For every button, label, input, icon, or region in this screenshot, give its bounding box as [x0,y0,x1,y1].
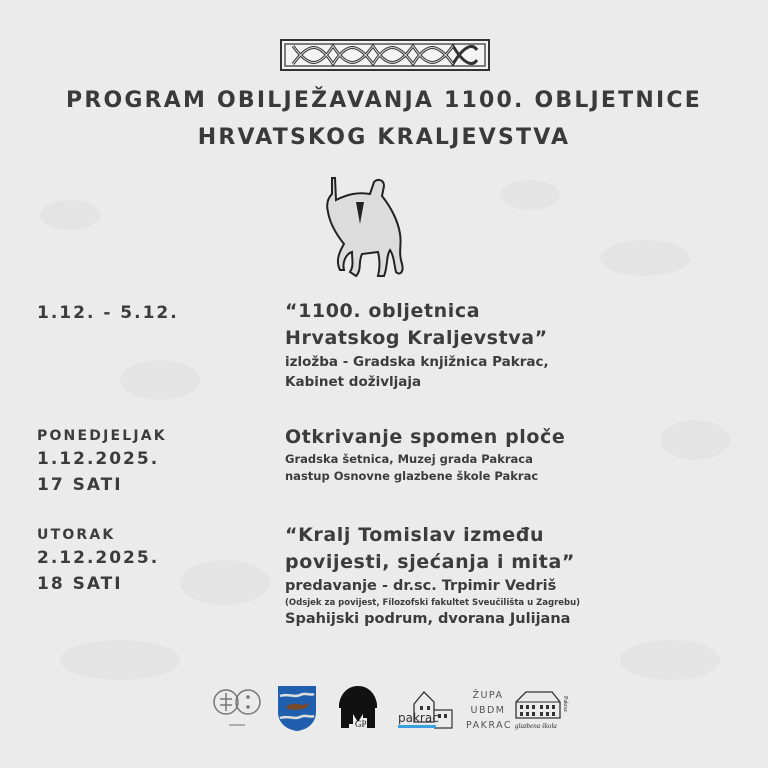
event-1-date [37,300,179,326]
zupa-ubdm-logo [466,688,513,733]
event-title: povijesti, sjećanja i mita” [285,551,575,573]
celtic-knot-icon [279,38,491,72]
event-title: “1100. obljetnica [285,300,481,322]
svg-text:Pakrac: Pakrac [562,696,568,713]
event-detail: Kabinet doživljaja [285,374,422,390]
page-title-line1: PROGRAM OBILJEŽAVANJA 1100. OBLJETNICE [66,88,702,113]
event-affiliation: (Odsjek za povijest, Filozofski fakultet Sveučilišta u Zagrebu) [285,598,581,608]
event-detail: izložba - Gradska knjižnica Pakrac, [285,354,549,370]
horse-rider-icon [318,172,408,280]
event-3-info [285,522,580,630]
event-day: PONEDJELJAK [37,428,167,444]
event-title: “Kralj Tomislav između [285,524,545,546]
event-date: 1.12.2025. [37,449,160,469]
mgp-museum-logo [335,684,381,730]
event-2-info [285,424,565,485]
event-title: Otkrivanje spomen ploče [285,426,566,448]
event-title: Hrvatskog Kraljevstva” [285,327,548,349]
event-date: 2.12.2025. [37,548,160,568]
event-lecturer: predavanje - dr.sc. Trpimir Vedriš [285,578,557,594]
event-detail: Gradska šetnica, Muzej grada Pakraca [285,452,533,466]
event-detail: nastup Osnovne glazbene škole Pakrac [285,469,539,483]
zupa-line: PAKRAC [466,720,513,731]
zupa-line: ŽUPA [472,690,504,701]
pakrac-coat-of-arms-logo [276,684,318,732]
svg-text:GP: GP [355,719,367,729]
event-1-info [285,298,549,392]
zupa-line: UBDM [470,705,506,716]
svg-text:pakrac: pakrac [398,711,439,725]
event-2-date [37,426,167,498]
event-day: UTORAK [37,527,116,543]
music-school-logo [512,688,570,732]
footer-logos [0,684,768,740]
event-3-date [37,525,159,597]
event-time: 18 SATI [37,574,123,594]
church-symbol-logo [212,688,262,730]
page-title-line2: HRVATSKOG KRALJEVSTVA [197,125,571,150]
svg-text:glazbena škola: glazbena škola [515,722,557,730]
pakrac-tourism-logo [396,688,456,732]
event-time: 17 SATI [37,475,123,495]
event-venue: Spahijski podrum, dvorana Julijana [285,611,571,627]
event-date: 1.12. - 5.12. [37,303,179,323]
